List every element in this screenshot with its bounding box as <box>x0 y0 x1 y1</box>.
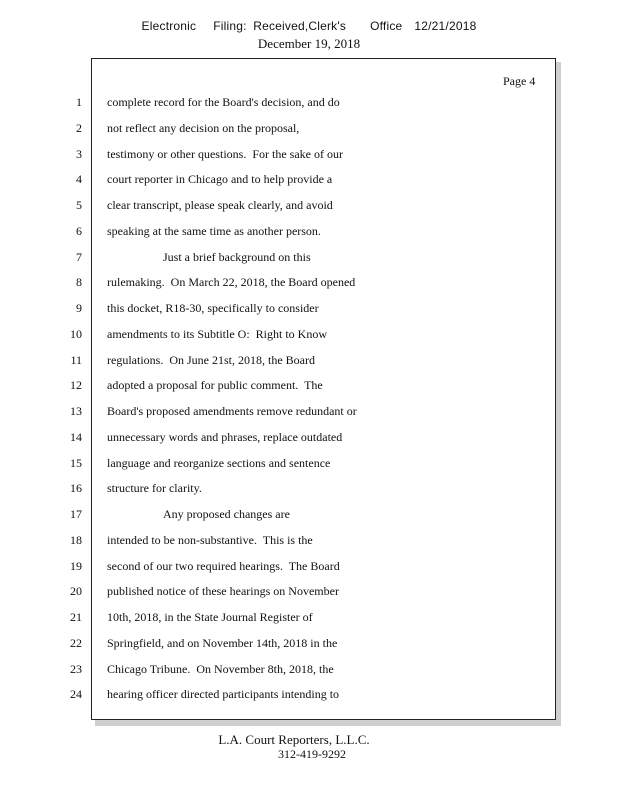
footer-company-text: L.A. Court Reporters, L.L.C. <box>218 732 370 747</box>
transcript-line <box>0 172 560 198</box>
transcript-line <box>0 147 560 173</box>
transcript-line <box>0 121 560 147</box>
line-text: Springfield, and on November 14th, 2018 in the <box>107 635 338 650</box>
transcript-line <box>0 250 560 276</box>
line-text: second of our two required hearings. The Board <box>107 558 340 573</box>
line-text: language and reorganize sections and sentence <box>107 455 331 470</box>
transcript-line <box>0 481 560 507</box>
transcript-line <box>0 636 560 662</box>
filing-stamp-word: Filing: <box>213 19 247 33</box>
transcript-line <box>0 378 560 404</box>
line-text: complete record for the Board's decision, and do <box>107 95 340 109</box>
line-text: adopted a proposal for public comment. The <box>107 378 323 393</box>
line-number: 10 <box>70 326 82 341</box>
transcript-line <box>0 327 560 353</box>
transcript-line <box>0 275 560 301</box>
transcript-line <box>0 404 560 430</box>
transcript-line <box>0 584 560 610</box>
line-number: 18 <box>70 532 82 547</box>
line-text: Just a brief background on this <box>163 249 311 264</box>
line-number: 9 <box>76 301 82 315</box>
line-text: structure for clarity. <box>107 481 202 496</box>
line-text: 10th, 2018, in the State Journal Register of <box>107 610 313 624</box>
line-number: 7 <box>76 249 82 264</box>
line-text: unnecessary words and phrases, replace outdated <box>107 429 343 444</box>
transcript-date: December 19, 2018 <box>257 36 361 51</box>
line-number: 3 <box>76 146 82 161</box>
footer-phone <box>0 747 618 762</box>
transcript-line <box>0 430 560 456</box>
transcript-line <box>0 95 560 121</box>
line-text: court reporter in Chicago and to help provide a <box>107 172 333 187</box>
line-text: testimony or other questions. For the sake of our <box>107 146 343 161</box>
line-number: 23 <box>70 661 82 676</box>
line-text: this docket, R18-30, specifically to consider <box>107 301 319 315</box>
line-number: 2 <box>76 120 82 135</box>
line-number: 6 <box>76 223 82 238</box>
line-number: 21 <box>70 610 82 624</box>
filing-stamp-date: 12/21/2018 <box>414 19 477 33</box>
transcript-line <box>0 533 560 559</box>
line-number: 5 <box>76 198 82 212</box>
line-text: clear transcript, please speak clearly, and avoid <box>107 198 333 212</box>
line-number: 1 <box>76 95 82 109</box>
transcript-line <box>0 353 560 379</box>
line-number: 20 <box>70 584 82 599</box>
filing-stamp-word: Received,Clerk's <box>253 19 347 33</box>
transcript-line <box>0 301 560 327</box>
filing-stamp-word: Electronic <box>141 19 197 33</box>
footer-phone-text: 312-419-9292 <box>278 747 346 761</box>
line-text: Chicago Tribune. On November 8th, 2018, the <box>107 661 334 676</box>
line-number: 15 <box>70 455 82 470</box>
line-number: 16 <box>70 481 82 496</box>
line-number: 24 <box>70 687 82 702</box>
line-number: 11 <box>70 352 82 367</box>
line-text: hearing officer directed participants intending to <box>107 687 340 702</box>
line-text: amendments to its Subtitle O: Right to Know <box>107 326 327 341</box>
line-number: 19 <box>70 558 82 573</box>
page-number: Page 4 <box>503 74 536 88</box>
line-text: not reflect any decision on the proposal, <box>107 120 300 135</box>
filing-stamp <box>0 19 618 33</box>
line-number: 13 <box>70 404 82 418</box>
line-text: speaking at the same time as another person. <box>107 223 321 238</box>
line-number: 17 <box>70 507 82 521</box>
transcript-line <box>0 224 560 250</box>
filing-stamp-word: Office <box>370 19 403 33</box>
line-text: published notice of these hearings on November <box>107 584 339 599</box>
line-text: Any proposed changes are <box>163 507 290 521</box>
transcript-line <box>0 559 560 585</box>
line-text: intended to be non-substantive. This is the <box>107 532 313 547</box>
line-number: 12 <box>70 378 82 393</box>
transcript-line <box>0 687 560 713</box>
line-number: 4 <box>76 172 82 187</box>
transcript-line <box>0 662 560 688</box>
line-number: 22 <box>70 635 82 650</box>
line-text: Board's proposed amendments remove redundant or <box>107 404 357 418</box>
transcript-line <box>0 507 560 533</box>
line-number: 8 <box>76 275 82 290</box>
transcript-line <box>0 198 560 224</box>
footer-company <box>0 732 618 748</box>
line-number: 14 <box>70 429 82 444</box>
line-text: rulemaking. On March 22, 2018, the Board opened <box>107 275 356 290</box>
transcript-line <box>0 456 560 482</box>
line-text: regulations. On June 21st, 2018, the Board <box>107 352 315 367</box>
transcript-line <box>0 610 560 636</box>
